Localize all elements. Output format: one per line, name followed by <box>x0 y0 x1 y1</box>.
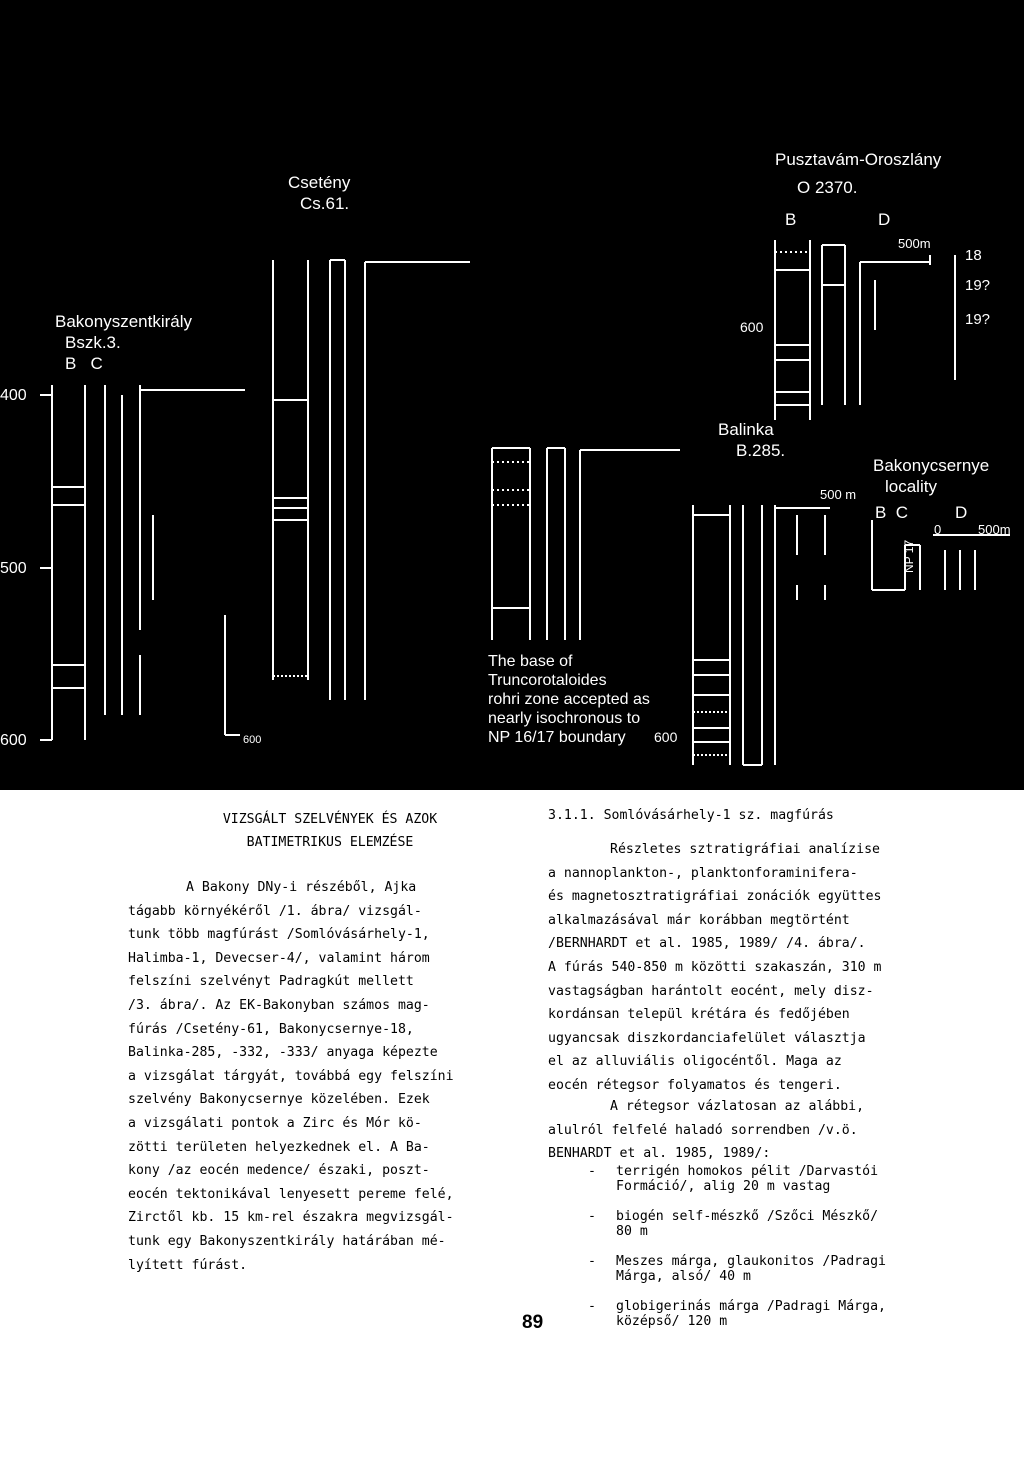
np17-label: NP 17 <box>902 539 916 573</box>
pusztavam-b-label: B <box>785 210 797 229</box>
text-line: Balinka-285, -332, -333/ anyaga képezte <box>128 1045 438 1061</box>
csetény-600-label: 600 <box>243 734 262 746</box>
text-line: A fúrás 540-850 m közötti szakaszán, 310 m <box>548 959 882 975</box>
zone-18-label: 18 <box>965 247 982 264</box>
list-dash: - <box>588 1209 596 1224</box>
annotation-line: Truncorotaloides <box>488 672 607 689</box>
balinka-right-columns <box>693 505 830 765</box>
list-dash: - <box>588 1299 596 1314</box>
bakonycsernye-d-label: D <box>955 503 968 522</box>
left-paragraph <box>128 876 454 1277</box>
page-number: 89 <box>522 1312 544 1333</box>
well-code-csetény: Cs.61. <box>300 194 350 213</box>
list-item-line: Formáció/, alig 20 m vastag <box>616 1179 831 1194</box>
list-item-line: Meszes márga, glaukonitos /Padragi <box>616 1254 886 1269</box>
text-line: a vizsgálat tárgyát, továbbá egy felszíni <box>128 1068 454 1084</box>
list-item-line: középső/ 120 m <box>616 1314 728 1329</box>
pusztavam-d-label: D <box>878 210 891 229</box>
text-line: /BERNHARDT et al. 1985, 1989/ /4. ábra/. <box>548 936 866 952</box>
right-paragraph-2 <box>548 1095 864 1166</box>
well-sub-bakonycsernye: locality <box>885 477 937 496</box>
text-line: A rétegsor vázlatosan az alábbi, <box>610 1099 865 1114</box>
text-line: szelvény Bakonycsernye közelében. Ezek <box>128 1092 430 1108</box>
scale-500m-mid: 500 m <box>820 487 857 502</box>
depth-label-500: 500 <box>0 560 27 577</box>
pusztavam-columns <box>775 240 955 420</box>
list-dash: - <box>588 1254 596 1269</box>
subsection-heading: 3.1.1. Somlóvásárhely-1 sz. magfúrás <box>548 808 834 823</box>
text-line: Zirctől kb. 15 km-rel északra megvizsgál- <box>128 1210 454 1226</box>
balinka-mid-columns <box>492 448 680 640</box>
text-line: ugyancsak diszkordanciafelület választja <box>548 1030 866 1046</box>
list-item-line: Márga, alsó/ 40 m <box>616 1269 751 1284</box>
scale-500m-right: 500m <box>978 522 1011 537</box>
list-item <box>580 1299 886 1329</box>
well-code-pusztavam: O 2370. <box>797 178 858 197</box>
list-item-line: 80 m <box>616 1224 648 1239</box>
well-code-bakonyszentkiraly: Bszk.3. <box>65 333 121 352</box>
list-item-line: terrigén homokos pélit /Darvastói <box>616 1164 879 1179</box>
well-cols-bakonycsernye: B C <box>875 503 909 522</box>
text-line: tunk több magfúrást /Somlóvásárhely-1, <box>128 927 430 943</box>
text-line: Részletes sztratigráfiai analízise <box>610 842 880 857</box>
text-line: BENHARDT et al. 1985, 1989/: <box>548 1146 771 1162</box>
annotation-line: NP 16/17 boundary <box>488 729 626 746</box>
annotation-line: The base of <box>488 653 573 670</box>
list-item <box>580 1254 886 1284</box>
balinka-600-label: 600 <box>654 729 678 745</box>
text-line: eocén rétegsor folyamatos és tengeri. <box>548 1077 842 1093</box>
text-line: /3. ábra/. Az EK-Bakonyban számos mag- <box>128 997 430 1013</box>
depth-label-400: 400 <box>0 387 27 404</box>
well-code-balinka: B.285. <box>736 441 786 460</box>
annotation-line: rohri zone accepted as <box>488 691 650 708</box>
right-paragraph-1 <box>548 838 881 1098</box>
text-line: Halimba-1, Devecser-4/, valamint három <box>128 950 430 966</box>
bakonyszentkiraly-columns <box>52 385 245 740</box>
text-line: tágabb környékéről /1. ábra/ vizsgál- <box>128 903 422 919</box>
zone-19b-label: 19? <box>965 311 991 328</box>
text-line: alkalmazásával már korábban megtörtént <box>548 912 850 928</box>
text-line: a vizsgálati pontok a Zirc és Mór kö- <box>128 1115 422 1131</box>
well-label-pusztavam: Pusztavám-Oroszlány <box>775 150 942 169</box>
formation-list <box>580 1164 886 1344</box>
well-cols-bakonyszentkiraly: B C <box>65 354 103 373</box>
depth-label-600: 600 <box>0 732 27 749</box>
section-title-line: VIZSGÁLT SZELVÉNYEK ÉS AZOK <box>222 812 438 827</box>
pusztavam-600-label: 600 <box>740 319 764 335</box>
text-line: és magnetosztratigráfiai zonációk együttes <box>548 889 882 905</box>
list-item-line: globigerinás márga /Padragi Márga, <box>616 1299 886 1314</box>
text-line: lyített fúrást. <box>128 1257 248 1273</box>
scale-500m-top: 500m <box>898 236 931 251</box>
text-line: tunk egy Bakonyszentkirály határában mé- <box>128 1233 446 1249</box>
boundary-annotation <box>488 652 650 747</box>
text-line: kony /az eocén medence/ északi, poszt- <box>128 1163 430 1179</box>
zone-19a-label: 19? <box>965 277 991 294</box>
text-line: kordánsan települ krétára és fedőjében <box>548 1007 850 1023</box>
list-item <box>580 1209 886 1239</box>
list-item-line: biogén self-mészkő /Szőci Mészkő/ <box>616 1209 879 1224</box>
text-line: el az alluviális oligocéntől. Maga az <box>548 1054 842 1070</box>
list-item <box>580 1164 886 1194</box>
section-title-line: BATIMETRIKUS ELEMZÉSE <box>246 835 414 850</box>
text-line: vastagságban harántolt eocént, mely disz- <box>548 983 874 999</box>
text-line: A Bakony DNy-i részéből, Ajka <box>186 880 417 895</box>
text-line: fúrás /Csetény-61, Bakonycsernye-18, <box>128 1021 414 1037</box>
text-line: alulról felfelé haladó sorrendben /v.ö. <box>548 1122 858 1138</box>
well-label-bakonyszentkiraly: Bakonyszentkirály <box>55 312 193 331</box>
list-dash: - <box>588 1164 596 1179</box>
section-title <box>130 808 530 854</box>
well-label-bakonycsernye: Bakonycsernye <box>873 456 990 475</box>
scale-zero-label: 0 <box>934 522 942 537</box>
text-line: zötti területen helyezkednek el. A Ba- <box>128 1139 430 1155</box>
csetény-columns <box>273 260 470 700</box>
annotation-line: nearly isochronous to <box>488 710 641 727</box>
text-line: felszíni szelvényt Padragkút mellett <box>128 974 414 990</box>
section-heading: 3.1. DNy-Bakony <box>548 776 668 791</box>
well-label-csetény: Csetény <box>288 173 351 192</box>
text-line: eocén tektonikával lenyesett pereme felé, <box>128 1186 454 1202</box>
text-line: a nannoplankton-, planktonforaminifera- <box>548 865 858 881</box>
well-label-balinka: Balinka <box>718 420 774 439</box>
